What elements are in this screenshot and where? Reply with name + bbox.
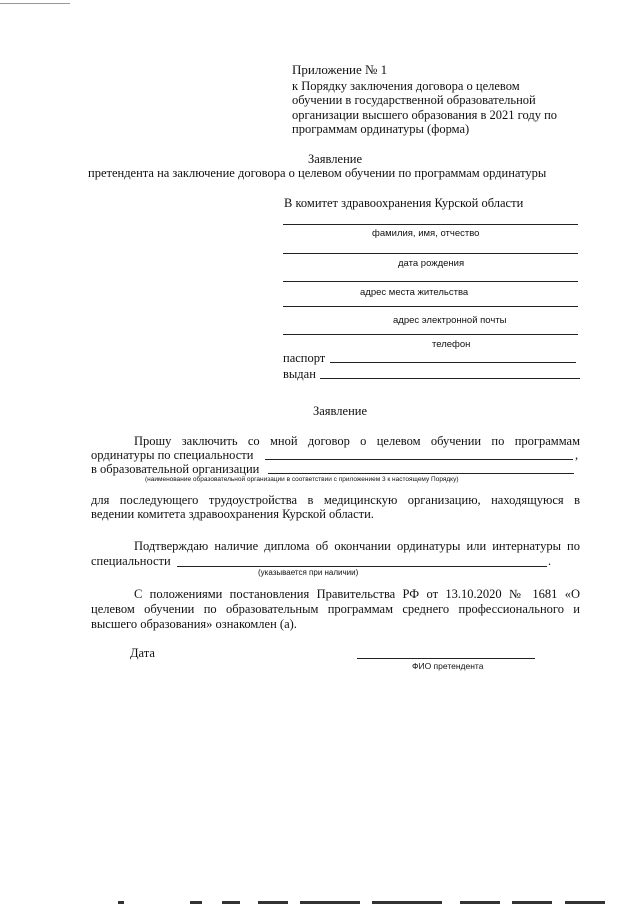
appendix-line-4: программам ординатуры (форма): [292, 122, 470, 136]
addressee: В комитет здравоохранения Курской области: [284, 196, 524, 210]
fio-hint: фамилия, имя, отчество: [372, 228, 480, 239]
diploma-hint: (указывается при наличии): [258, 568, 359, 577]
birth-hint: дата рождения: [398, 258, 465, 269]
appendix-line-3: организации высшего образования в 2021 году по: [292, 108, 558, 122]
phone-hint: телефон: [432, 339, 471, 350]
scan-artifact-bottom-5: [300, 901, 360, 904]
statement-p4-line3: высшего образования» ознакомлен (а).: [91, 617, 297, 631]
address-line[interactable]: [283, 281, 578, 282]
statement-p1-line2: ординатуры по специальности: [91, 448, 254, 462]
scan-artifact-bottom-8: [512, 901, 552, 904]
scan-artifact-bottom-6: [372, 901, 442, 904]
statement-p2-line2: ведении комитета здравоохранения Курской области.: [91, 507, 374, 521]
fio-signature-hint: ФИО претендента: [412, 661, 484, 671]
statement-p1-line1: Прошу заключить со мной договор о целевом обучении по программам: [134, 434, 580, 448]
passport-line[interactable]: [330, 362, 576, 363]
fio-line[interactable]: [283, 224, 578, 225]
statement-p1-comma: ,: [575, 448, 579, 462]
statement-p1-line3: в образовательной организации: [91, 462, 260, 476]
date-label: Дата: [130, 646, 155, 660]
statement-p3-line2: специальности: [91, 554, 171, 568]
organization-line[interactable]: [268, 473, 574, 474]
statement-p3-period: .: [548, 554, 552, 568]
scan-artifact-bottom-2: [190, 901, 202, 904]
issued-label: выдан: [283, 367, 316, 381]
scan-artifact-bottom-1: [118, 901, 124, 904]
statement-p4-line1: С положениями постановления Правительства РФ от 13.10.2020 № 1681 «О: [134, 587, 580, 601]
passport-label: паспорт: [283, 351, 326, 365]
appendix-line-1: к Порядку заключения договора о целевом: [292, 79, 520, 93]
appendix-line-2: обучении в государственной образовательной: [292, 93, 536, 107]
diploma-specialty-line[interactable]: [177, 566, 547, 567]
heading-title: Заявление: [308, 152, 363, 166]
scan-artifact-top: [0, 3, 70, 4]
scan-artifact-bottom-3: [222, 901, 240, 904]
scan-artifact-bottom-4: [258, 901, 288, 904]
address-line-2[interactable]: [283, 306, 578, 307]
organization-hint: (наименование образовательной организации в соответствии с приложением 3 к настоящему Порядку): [145, 476, 459, 483]
scan-artifact-bottom-9: [565, 901, 605, 904]
specialty-line[interactable]: [265, 459, 573, 460]
email-hint: адрес электронной почты: [393, 315, 507, 326]
issued-line[interactable]: [320, 378, 580, 379]
heading-subtitle: претендента на заключение договора о целевом обучении по программам ординатуры: [88, 166, 547, 180]
statement-p4-line2: целевом обучении по образовательным программам среднего профессионального и: [91, 602, 580, 616]
statement-p3-line1: Подтверждаю наличие диплома об окончании ординатуры или интернатуры по: [134, 539, 580, 553]
scan-artifact-bottom-7: [460, 901, 500, 904]
email-line[interactable]: [283, 334, 578, 335]
fio-signature-line[interactable]: [357, 658, 535, 659]
appendix-title: Приложение № 1: [292, 62, 388, 77]
birth-line[interactable]: [283, 253, 578, 254]
address-hint: адрес места жительства: [360, 287, 469, 298]
statement-p2-line1: для последующего трудоустройства в медицинскую организацию, находящуюся в: [91, 493, 580, 507]
statement-title: Заявление: [313, 404, 368, 418]
